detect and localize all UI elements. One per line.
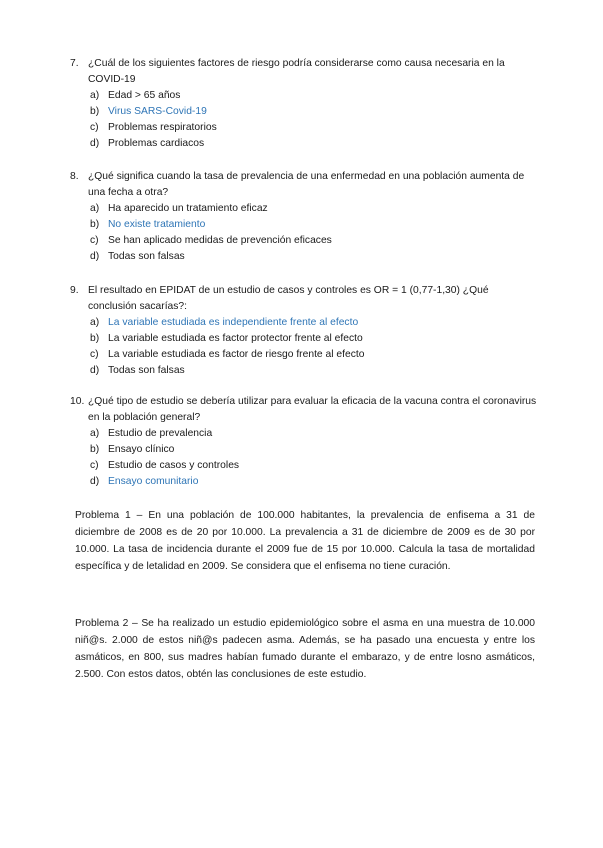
option-text: Todas son falsas — [108, 251, 185, 262]
problem-2: Problema 2 – Se ha realizado un estudio epidemiológico sobre el asma en una muestra de 10.000 niñ@s. 2.000 de estos niñ@s padecen asma. Además, se ha pasado una encuesta y entre los asmáticos, en 800, sus madres habían fumado durante el embarazo, y de entre losno asmáticos, 2.500. Con estos datos, obtén las conclusiones de este estudio. — [75, 618, 535, 680]
option-text: Problemas cardiacos — [108, 138, 205, 149]
option-list — [70, 315, 540, 379]
option-letter: b) — [90, 219, 100, 230]
option-b-correct — [70, 104, 540, 120]
option-letter: c) — [90, 235, 99, 246]
option-d-correct — [70, 474, 540, 490]
question-10 — [70, 394, 540, 490]
option-text: Virus SARS-Covid-19 — [108, 106, 207, 117]
option-list — [70, 88, 540, 152]
option-letter: a) — [90, 428, 100, 439]
option-letter: d) — [90, 251, 100, 262]
option-c — [70, 347, 540, 363]
option-text: Problemas respiratorios — [108, 122, 217, 133]
question-text: El resultado en EPIDAT de un estudio de casos y controles es OR = 1 (0,77-1,30) ¿Qué conclusión sacarías?: — [88, 285, 489, 312]
option-list — [70, 201, 540, 265]
option-b-correct — [70, 217, 540, 233]
option-text: Ensayo clínico — [108, 444, 175, 455]
option-letter: a) — [90, 317, 100, 328]
option-letter: b) — [90, 333, 100, 344]
option-letter: b) — [90, 106, 100, 117]
problem-1: Problema 1 – En una población de 100.000 habitantes, la prevalencia de enfisema a 31 de diciembre de 2008 es de 20 por 10.000. La prevalencia a 31 de diciembre de 2009 es de 30 por 10.000. La tasa de incidencia durante el 2009 fue de 15 por 10.000. Calcula la tasa de mortalidad específica y de letalidad en 2009. Se considera que el enfisema no tiene curación. — [75, 510, 535, 572]
option-letter: c) — [90, 460, 99, 471]
question-8 — [70, 169, 540, 265]
option-text: Ensayo comunitario — [108, 476, 199, 487]
option-text: La variable estudiada es independiente frente al efecto — [108, 317, 359, 328]
option-letter: d) — [90, 138, 100, 149]
question-number: 10. — [70, 396, 85, 407]
option-text: Todas son falsas — [108, 365, 185, 376]
option-letter: b) — [90, 444, 100, 455]
option-letter: d) — [90, 476, 100, 487]
option-c — [70, 120, 540, 136]
question-number: 8. — [70, 171, 79, 182]
option-b — [70, 442, 540, 458]
option-text: Estudio de prevalencia — [108, 428, 213, 439]
question-text: ¿Qué tipo de estudio se debería utilizar para evaluar la eficacia de la vacuna contra el coronavirus en la población general? — [88, 396, 537, 423]
option-text: Estudio de casos y controles — [108, 460, 240, 471]
option-letter: a) — [90, 203, 100, 214]
question-7 — [70, 56, 540, 152]
question-9 — [70, 283, 540, 379]
option-list — [70, 426, 540, 490]
option-d — [70, 249, 540, 265]
option-text: Edad > 65 años — [108, 90, 181, 101]
option-a — [70, 201, 540, 217]
option-text: No existe tratamiento — [108, 219, 206, 230]
question-text: ¿Qué significa cuando la tasa de prevalencia de una enfermedad en una población aumenta de una fecha a otra? — [88, 171, 525, 198]
option-letter: d) — [90, 365, 100, 376]
option-text: Se han aplicado medidas de prevención eficaces — [108, 235, 332, 246]
question-number: 7. — [70, 58, 79, 69]
question-number: 9. — [70, 285, 79, 296]
option-b — [70, 331, 540, 347]
option-letter: c) — [90, 349, 99, 360]
option-d — [70, 363, 540, 379]
question-text: ¿Cuál de los siguientes factores de riesgo podría considerarse como causa necesaria en la COVID-19 — [88, 58, 505, 85]
option-d — [70, 136, 540, 152]
option-c — [70, 458, 540, 474]
option-letter: c) — [90, 122, 99, 133]
option-a-correct — [70, 315, 540, 331]
option-text: Ha aparecido un tratamiento eficaz — [108, 203, 268, 214]
option-text: La variable estudiada es factor protector frente al efecto — [108, 333, 363, 344]
option-letter: a) — [90, 90, 100, 101]
option-c — [70, 233, 540, 249]
option-a — [70, 426, 540, 442]
option-a — [70, 88, 540, 104]
option-text: La variable estudiada es factor de riesgo frente al efecto — [108, 349, 365, 360]
